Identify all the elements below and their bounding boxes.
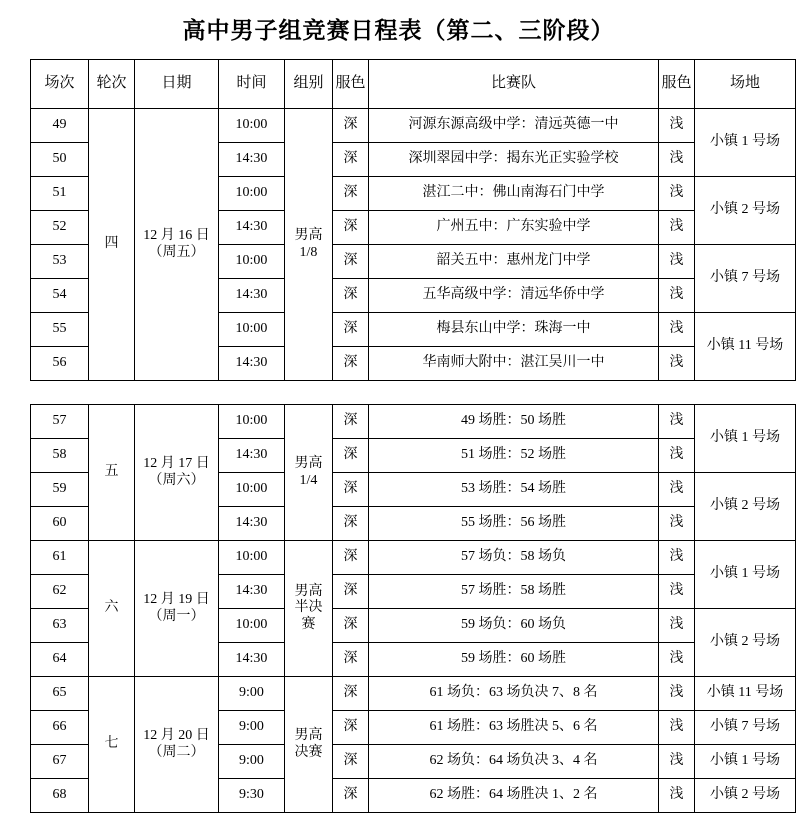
date-line-2: （周二） (148, 744, 205, 760)
date-line-2: （周一） (148, 608, 205, 624)
cell-no: 68 (31, 779, 89, 813)
cell-teams: 61 场负：63 场负决 7、8 名 (369, 677, 659, 711)
cell-time: 9:30 (219, 779, 285, 813)
cell-no: 50 (31, 143, 89, 177)
date-line-2: （周五） (148, 244, 205, 260)
cell-color-left: 深 (333, 109, 369, 143)
cell-time: 14:30 (219, 143, 285, 177)
cell-venue: 小镇 2 号场 (695, 473, 796, 541)
date-line-1: 12 月 19 日 (143, 592, 210, 608)
header-venue: 场地 (695, 60, 796, 109)
table-row (31, 405, 796, 439)
cell-color-left: 深 (333, 507, 369, 541)
cell-date (135, 677, 219, 813)
cell-teams: 61 场胜：63 场胜决 5、6 名 (369, 711, 659, 745)
cell-no: 64 (31, 643, 89, 677)
cell-color-right: 浅 (659, 405, 695, 439)
cell-color-right: 浅 (659, 541, 695, 575)
cell-color-left: 深 (333, 609, 369, 643)
cell-teams: 51 场胜：52 场胜 (369, 439, 659, 473)
table-header-row (31, 60, 796, 109)
cell-time: 10:00 (219, 405, 285, 439)
cell-time: 10:00 (219, 541, 285, 575)
cell-color-right: 浅 (659, 347, 695, 381)
cell-teams: 55 场胜：56 场胜 (369, 507, 659, 541)
cell-teams: 57 场负：58 场负 (369, 541, 659, 575)
cell-no: 51 (31, 177, 89, 211)
header-date: 日期 (135, 60, 219, 109)
cell-color-right: 浅 (659, 473, 695, 507)
cell-color-left: 深 (333, 439, 369, 473)
cell-color-right: 浅 (659, 211, 695, 245)
cell-venue: 小镇 1 号场 (695, 745, 796, 779)
cell-color-left: 深 (333, 575, 369, 609)
cell-time: 14:30 (219, 211, 285, 245)
cell-no: 66 (31, 711, 89, 745)
cell-venue: 小镇 1 号场 (695, 109, 796, 177)
cell-teams: 53 场胜：54 场胜 (369, 473, 659, 507)
cell-color-right: 浅 (659, 245, 695, 279)
table-row (31, 109, 796, 143)
cell-time: 9:00 (219, 677, 285, 711)
cell-color-left: 深 (333, 779, 369, 813)
cell-group (285, 677, 333, 813)
cell-color-right: 浅 (659, 143, 695, 177)
cell-color-right: 浅 (659, 677, 695, 711)
cell-teams: 华南师大附中：湛江吴川一中 (369, 347, 659, 381)
cell-time: 10:00 (219, 609, 285, 643)
date-line-1: 12 月 20 日 (143, 728, 210, 744)
cell-color-left: 深 (333, 643, 369, 677)
cell-color-right: 浅 (659, 609, 695, 643)
cell-date (135, 541, 219, 677)
cell-venue: 小镇 7 号场 (695, 711, 796, 745)
cell-teams: 59 场负：60 场负 (369, 609, 659, 643)
cell-teams: 59 场胜：60 场胜 (369, 643, 659, 677)
group-line-2: 半决 (294, 600, 323, 616)
cell-venue: 小镇 11 号场 (695, 677, 796, 711)
cell-round: 五 (89, 405, 135, 541)
header-teams: 比赛队 (369, 60, 659, 109)
cell-teams: 广州五中：广东实验中学 (369, 211, 659, 245)
cell-venue: 小镇 1 号场 (695, 541, 796, 609)
cell-venue: 小镇 2 号场 (695, 779, 796, 813)
header-no: 场次 (31, 60, 89, 109)
cell-round: 六 (89, 541, 135, 677)
cell-time: 14:30 (219, 347, 285, 381)
schedule-table-stage3 (30, 404, 796, 813)
cell-time: 9:00 (219, 711, 285, 745)
cell-color-left: 深 (333, 245, 369, 279)
cell-no: 54 (31, 279, 89, 313)
cell-teams: 深圳翠园中学：揭东光正实验学校 (369, 143, 659, 177)
cell-color-right: 浅 (659, 643, 695, 677)
cell-no: 60 (31, 507, 89, 541)
cell-color-right: 浅 (659, 507, 695, 541)
group-line-1: 男高 (294, 584, 323, 600)
schedule-table-stage2 (30, 59, 796, 381)
header-color-right: 服色 (659, 60, 695, 109)
cell-teams: 湛江二中：佛山南海石门中学 (369, 177, 659, 211)
cell-color-right: 浅 (659, 313, 695, 347)
cell-time: 10:00 (219, 109, 285, 143)
group-line-2: 1/4 (299, 472, 318, 488)
cell-color-left: 深 (333, 711, 369, 745)
group-line-1: 男高 (294, 456, 323, 472)
cell-color-right: 浅 (659, 439, 695, 473)
group-line-2: 决赛 (294, 744, 323, 760)
cell-no: 55 (31, 313, 89, 347)
cell-time: 10:00 (219, 177, 285, 211)
cell-time: 14:30 (219, 507, 285, 541)
date-line-1: 12 月 17 日 (143, 456, 210, 472)
cell-color-left: 深 (333, 405, 369, 439)
cell-color-left: 深 (333, 177, 369, 211)
cell-no: 65 (31, 677, 89, 711)
cell-no: 53 (31, 245, 89, 279)
cell-date (135, 109, 219, 381)
table-body-stage3 (31, 405, 796, 813)
group-line-2: 1/8 (299, 244, 318, 260)
cell-color-left: 深 (333, 313, 369, 347)
cell-color-right: 浅 (659, 711, 695, 745)
cell-teams: 五华高级中学：清远华侨中学 (369, 279, 659, 313)
cell-no: 57 (31, 405, 89, 439)
header-color-left: 服色 (333, 60, 369, 109)
cell-no: 63 (31, 609, 89, 643)
date-line-1: 12 月 16 日 (143, 228, 210, 244)
cell-color-right: 浅 (659, 109, 695, 143)
cell-group (285, 109, 333, 381)
cell-color-left: 深 (333, 211, 369, 245)
cell-round: 四 (89, 109, 135, 381)
cell-date (135, 405, 219, 541)
cell-color-left: 深 (333, 473, 369, 507)
header-time: 时间 (219, 60, 285, 109)
cell-color-right: 浅 (659, 279, 695, 313)
cell-teams: 57 场胜：58 场胜 (369, 575, 659, 609)
cell-teams: 49 场胜：50 场胜 (369, 405, 659, 439)
cell-no: 52 (31, 211, 89, 245)
cell-time: 10:00 (219, 313, 285, 347)
cell-no: 59 (31, 473, 89, 507)
cell-color-right: 浅 (659, 575, 695, 609)
group-line-1: 男高 (294, 728, 323, 744)
cell-color-left: 深 (333, 347, 369, 381)
group-line-1: 男高 (294, 228, 323, 244)
cell-color-right: 浅 (659, 177, 695, 211)
cell-color-right: 浅 (659, 745, 695, 779)
cell-no: 62 (31, 575, 89, 609)
cell-venue: 小镇 2 号场 (695, 177, 796, 245)
table-row (31, 541, 796, 575)
cell-time: 14:30 (219, 279, 285, 313)
cell-no: 67 (31, 745, 89, 779)
cell-color-left: 深 (333, 143, 369, 177)
cell-group (285, 541, 333, 677)
cell-color-left: 深 (333, 745, 369, 779)
schedule-tables (30, 59, 784, 813)
cell-venue: 小镇 11 号场 (695, 313, 796, 381)
cell-group (285, 405, 333, 541)
group-line-3: 赛 (301, 616, 316, 632)
cell-time: 14:30 (219, 439, 285, 473)
cell-time: 10:00 (219, 473, 285, 507)
header-round: 轮次 (89, 60, 135, 109)
cell-venue: 小镇 7 号场 (695, 245, 796, 313)
cell-teams: 河源东源高级中学：清远英德一中 (369, 109, 659, 143)
cell-time: 14:30 (219, 575, 285, 609)
cell-time: 10:00 (219, 245, 285, 279)
header-group: 组别 (285, 60, 333, 109)
cell-venue: 小镇 1 号场 (695, 405, 796, 473)
cell-color-left: 深 (333, 279, 369, 313)
cell-color-left: 深 (333, 677, 369, 711)
date-line-2: （周六） (148, 472, 205, 488)
cell-venue: 小镇 2 号场 (695, 609, 796, 677)
cell-round: 七 (89, 677, 135, 813)
cell-no: 61 (31, 541, 89, 575)
page-title: 高中男子组竞赛日程表（第二、三阶段） (182, 18, 615, 43)
cell-time: 14:30 (219, 643, 285, 677)
cell-no: 56 (31, 347, 89, 381)
cell-teams: 62 场负：64 场负决 3、4 名 (369, 745, 659, 779)
cell-time: 9:00 (219, 745, 285, 779)
cell-teams: 62 场胜：64 场胜决 1、2 名 (369, 779, 659, 813)
table-row (31, 677, 796, 711)
cell-teams: 梅县东山中学：珠海一中 (369, 313, 659, 347)
cell-no: 49 (31, 109, 89, 143)
cell-teams: 韶关五中：惠州龙门中学 (369, 245, 659, 279)
cell-color-right: 浅 (659, 779, 695, 813)
cell-no: 58 (31, 439, 89, 473)
table-body-stage2 (31, 109, 796, 381)
cell-color-left: 深 (333, 541, 369, 575)
